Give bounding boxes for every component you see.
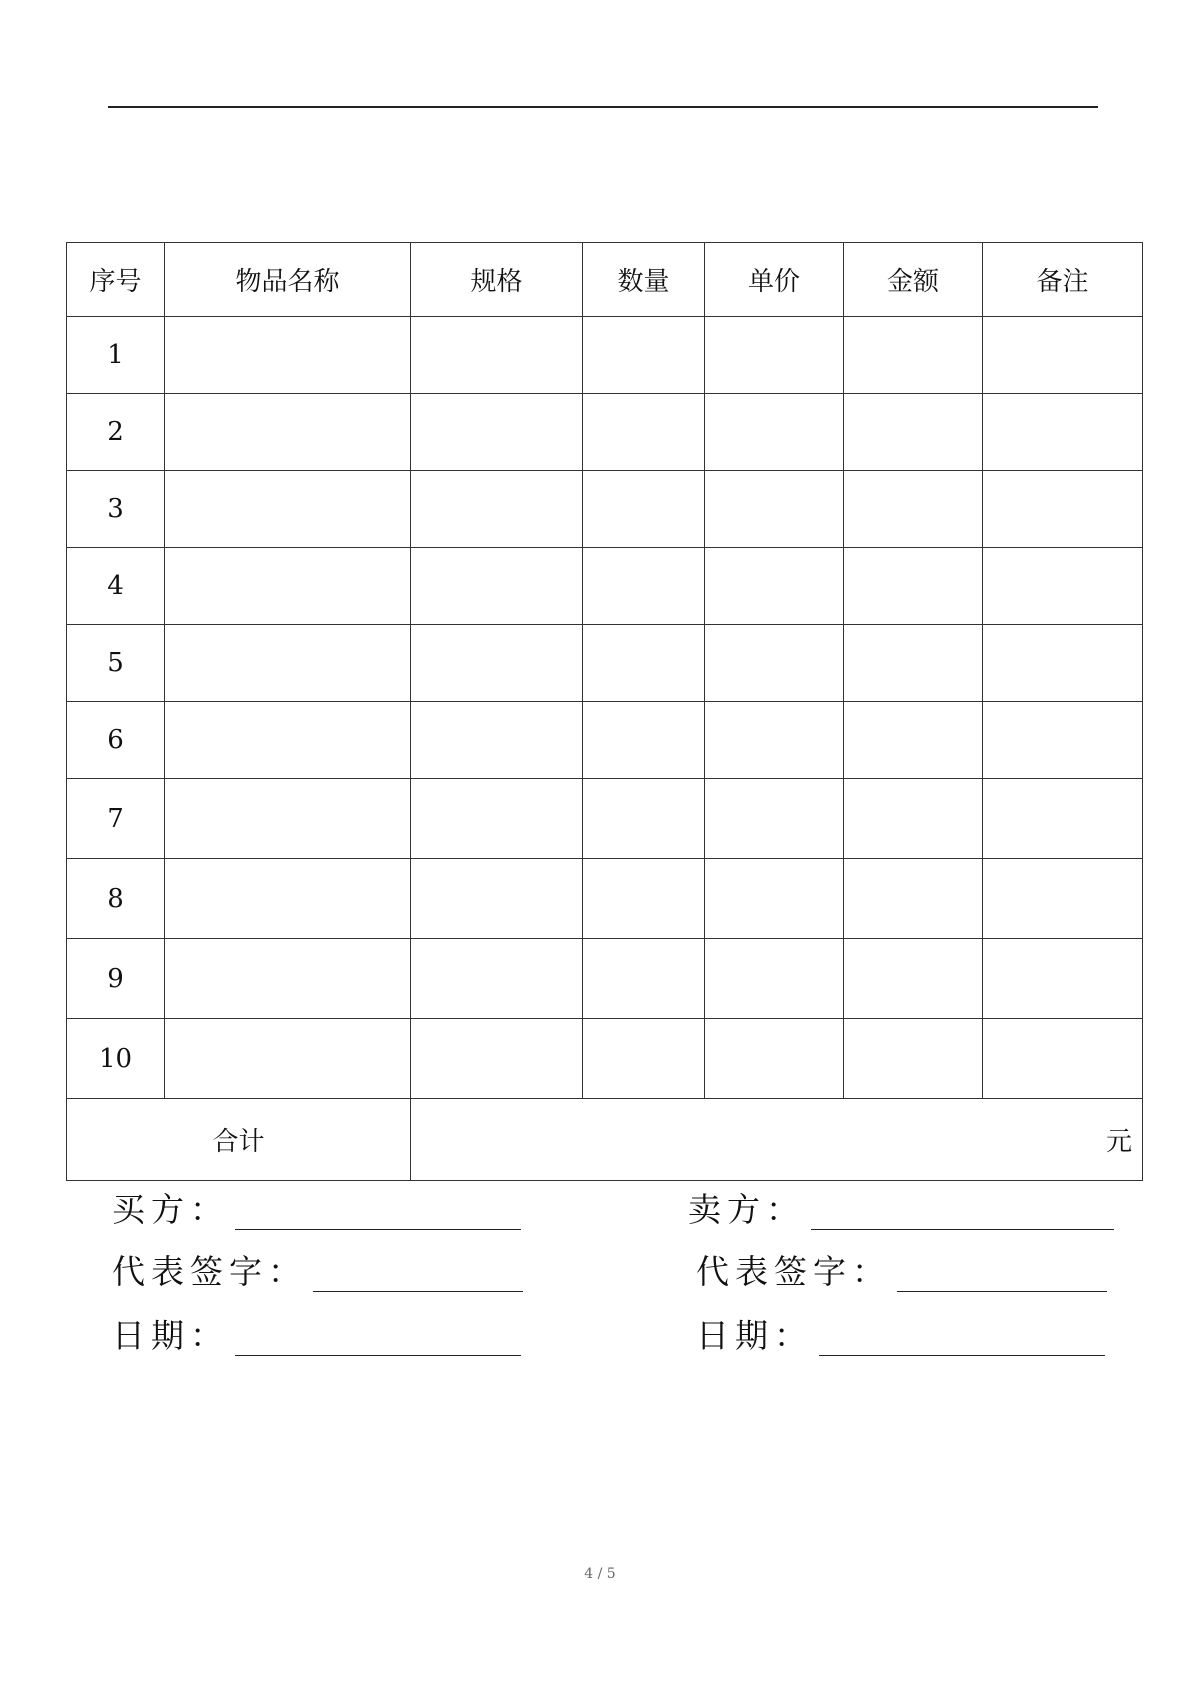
header-serial: 序号 <box>67 243 165 317</box>
buyer-date-label: 日期： <box>112 1316 229 1355</box>
header-amount: 金额 <box>844 243 983 317</box>
remarks-cell[interactable] <box>983 625 1143 702</box>
header-remarks: 备注 <box>983 243 1143 317</box>
seller-rep-signature-line[interactable] <box>897 1261 1107 1292</box>
quantity-cell[interactable] <box>583 394 705 471</box>
spec-cell[interactable] <box>411 625 583 702</box>
buyer-signature-line[interactable] <box>235 1199 521 1230</box>
amount-cell[interactable] <box>844 471 983 548</box>
seller-date-line[interactable] <box>819 1325 1105 1356</box>
seller-field <box>688 1190 1114 1230</box>
unit-price-cell[interactable] <box>705 394 844 471</box>
amount-cell[interactable] <box>844 1019 983 1099</box>
quantity-cell[interactable] <box>583 859 705 939</box>
quantity-cell[interactable] <box>583 317 705 394</box>
amount-cell[interactable] <box>844 939 983 1019</box>
row-number: 8 <box>67 859 165 939</box>
seller-date-field <box>696 1316 1105 1356</box>
total-unit: 元 <box>1105 1127 1132 1157</box>
table-row <box>67 859 1143 939</box>
table-row <box>67 939 1143 1019</box>
quantity-cell[interactable] <box>583 471 705 548</box>
table-header-row <box>67 243 1143 317</box>
unit-price-cell[interactable] <box>705 702 844 779</box>
table-row <box>67 548 1143 625</box>
unit-price-cell[interactable] <box>705 548 844 625</box>
goods-table <box>66 242 1143 1181</box>
buyer-rep-label: 代表签字： <box>112 1252 307 1291</box>
seller-signature-line[interactable] <box>811 1199 1114 1230</box>
remarks-cell[interactable] <box>983 1019 1143 1099</box>
unit-price-cell[interactable] <box>705 939 844 1019</box>
amount-cell[interactable] <box>844 317 983 394</box>
spec-cell[interactable] <box>411 1019 583 1099</box>
remarks-cell[interactable] <box>983 939 1143 1019</box>
seller-date-label: 日期： <box>696 1316 813 1355</box>
quantity-cell[interactable] <box>583 1019 705 1099</box>
total-label: 合计 <box>67 1099 411 1181</box>
table-row <box>67 779 1143 859</box>
unit-price-cell[interactable] <box>705 317 844 394</box>
item-name-cell[interactable] <box>165 779 411 859</box>
quantity-cell[interactable] <box>583 625 705 702</box>
seller-label: 卖方： <box>688 1190 805 1229</box>
header-rule <box>108 106 1098 108</box>
remarks-cell[interactable] <box>983 394 1143 471</box>
buyer-rep-field <box>112 1252 523 1292</box>
buyer-rep-signature-line[interactable] <box>313 1261 523 1292</box>
amount-cell[interactable] <box>844 625 983 702</box>
page-number: 4 / 5 <box>584 1566 616 1582</box>
item-name-cell[interactable] <box>165 702 411 779</box>
item-name-cell[interactable] <box>165 859 411 939</box>
remarks-cell[interactable] <box>983 702 1143 779</box>
total-row <box>67 1099 1143 1181</box>
quantity-cell[interactable] <box>583 939 705 1019</box>
spec-cell[interactable] <box>411 394 583 471</box>
quantity-cell[interactable] <box>583 702 705 779</box>
spec-cell[interactable] <box>411 548 583 625</box>
buyer-date-line[interactable] <box>235 1325 521 1356</box>
row-number: 10 <box>67 1019 165 1099</box>
spec-cell[interactable] <box>411 939 583 1019</box>
remarks-cell[interactable] <box>983 471 1143 548</box>
unit-price-cell[interactable] <box>705 779 844 859</box>
unit-price-cell[interactable] <box>705 625 844 702</box>
total-amount-cell[interactable] <box>411 1099 1143 1181</box>
row-number: 7 <box>67 779 165 859</box>
table-row <box>67 317 1143 394</box>
remarks-cell[interactable] <box>983 317 1143 394</box>
remarks-cell[interactable] <box>983 548 1143 625</box>
buyer-date-field <box>112 1316 521 1356</box>
unit-price-cell[interactable] <box>705 471 844 548</box>
header-unit-price: 单价 <box>705 243 844 317</box>
item-name-cell[interactable] <box>165 394 411 471</box>
seller-rep-field <box>696 1252 1107 1292</box>
remarks-cell[interactable] <box>983 859 1143 939</box>
amount-cell[interactable] <box>844 702 983 779</box>
header-quantity: 数量 <box>583 243 705 317</box>
header-spec: 规格 <box>411 243 583 317</box>
row-number: 5 <box>67 625 165 702</box>
quantity-cell[interactable] <box>583 548 705 625</box>
buyer-field <box>112 1190 521 1230</box>
table-row <box>67 394 1143 471</box>
table-row <box>67 1019 1143 1099</box>
table-row <box>67 702 1143 779</box>
amount-cell[interactable] <box>844 394 983 471</box>
amount-cell[interactable] <box>844 779 983 859</box>
unit-price-cell[interactable] <box>705 859 844 939</box>
quantity-cell[interactable] <box>583 779 705 859</box>
buyer-label: 买方： <box>112 1190 229 1229</box>
amount-cell[interactable] <box>844 548 983 625</box>
item-name-cell[interactable] <box>165 1019 411 1099</box>
spec-cell[interactable] <box>411 859 583 939</box>
amount-cell[interactable] <box>844 859 983 939</box>
table-row <box>67 625 1143 702</box>
row-number: 3 <box>67 471 165 548</box>
spec-cell[interactable] <box>411 471 583 548</box>
spec-cell[interactable] <box>411 317 583 394</box>
seller-rep-label: 代表签字： <box>696 1252 891 1291</box>
unit-price-cell[interactable] <box>705 1019 844 1099</box>
row-number: 2 <box>67 394 165 471</box>
remarks-cell[interactable] <box>983 779 1143 859</box>
item-name-cell[interactable] <box>165 939 411 1019</box>
table-row <box>67 471 1143 548</box>
row-number: 9 <box>67 939 165 1019</box>
item-name-cell[interactable] <box>165 625 411 702</box>
header-item-name: 物品名称 <box>165 243 411 317</box>
row-number: 1 <box>67 317 165 394</box>
item-name-cell[interactable] <box>165 471 411 548</box>
spec-cell[interactable] <box>411 702 583 779</box>
item-name-cell[interactable] <box>165 548 411 625</box>
row-number: 4 <box>67 548 165 625</box>
item-name-cell[interactable] <box>165 317 411 394</box>
spec-cell[interactable] <box>411 779 583 859</box>
row-number: 6 <box>67 702 165 779</box>
